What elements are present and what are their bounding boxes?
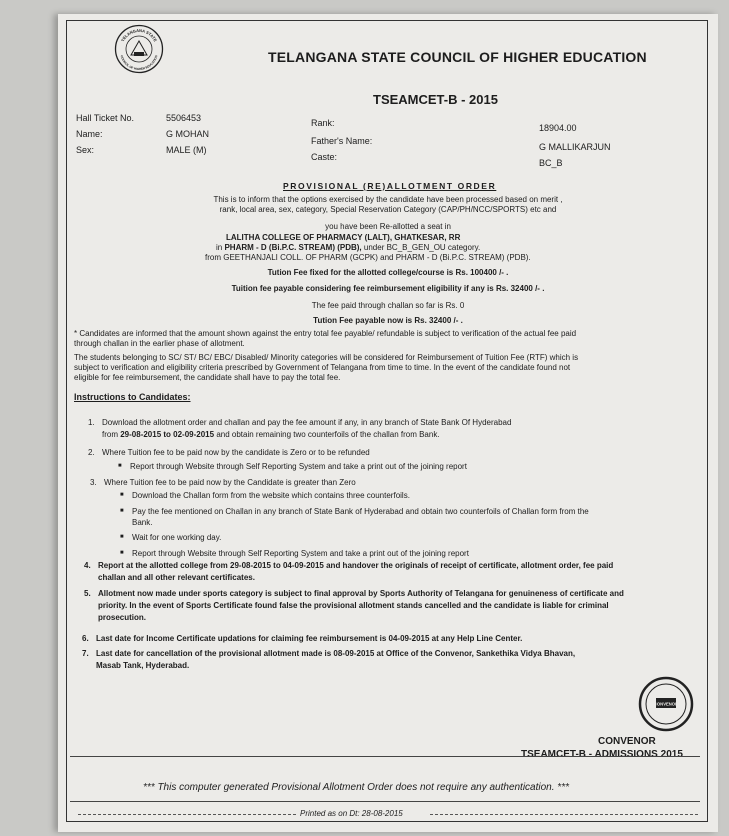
- instruction-4-line-2: challan and all other relevant certificates.: [98, 573, 255, 582]
- footer-dash-right: [430, 814, 698, 815]
- instruction-3-bullet-1: Download the Challan form from the website which contains three counterfoils.: [132, 491, 410, 500]
- footer-divider-bottom: [70, 801, 700, 802]
- convenor-seal-icon: [638, 676, 694, 732]
- council-logo-icon: [114, 24, 164, 74]
- bullet-icon: ■: [120, 534, 124, 540]
- instruction-7-line-1: Last date for cancellation of the provisional allotment made is 08-09-2015 at Office of the Convenor, Sankethika Vidya Bhavan,: [96, 649, 576, 658]
- instruction-4-number: 4.: [84, 561, 91, 570]
- allotment-order-sheet: [58, 14, 718, 832]
- fee-fixed: Tution Fee fixed for the allotted college/course is Rs. 100400 /- .: [267, 268, 509, 277]
- note-2-line-2: subject to verification and eligibility criteria prescribed by Government of Telangana from time to time. In the event of the candidate found not: [74, 363, 571, 372]
- allotted-category: under BC_B_GEN_OU category.: [363, 243, 481, 252]
- instructions-heading: Instructions to Candidates:: [74, 392, 191, 402]
- allotted-college: LALITHA COLLEGE OF PHARMACY (LALT), GHATKESAR, RR: [226, 233, 461, 242]
- instruction-2-number: 2.: [88, 448, 95, 457]
- instruction-1-dates: 29-08-2015 to 02-09-2015: [120, 430, 215, 439]
- instruction-2-text: Where Tuition fee to be paid now by the candidate is Zero or to be refunded: [102, 448, 370, 457]
- caste-value: BC_B: [539, 158, 563, 168]
- bullet-icon: ■: [120, 492, 124, 498]
- caste-label: Caste:: [311, 152, 338, 162]
- instruction-1-line-1: Download the allotment order and challan and pay the fee amount if any, in any branch of State Bank Of Hyderabad: [102, 418, 512, 427]
- father-name-label: Father's Name:: [311, 136, 373, 146]
- instruction-5-line-2: priority. In the event of Sports Certificate found false the provisional allotment stands cancelled and the candidate is liable for criminal: [98, 601, 609, 610]
- instruction-4-rest: and handover the originals of receipt of certificate, allotment order, fee paid: [326, 561, 614, 570]
- sex-label: Sex:: [76, 145, 95, 155]
- instruction-2-bullet-1: Report through Website through Self Reporting System and take a print out of the joining report: [130, 462, 467, 471]
- instruction-3-bullet-2-line-2: Bank.: [132, 518, 153, 527]
- hall-ticket-label: Hall Ticket No.: [76, 113, 135, 123]
- intro-line-1: This is to inform that the options exercised by the candidate have been processed based on merit ,: [213, 195, 563, 204]
- reallot-line: you have been Re-allotted a seat in: [325, 222, 451, 231]
- footer-dash-left: [78, 814, 296, 815]
- footer-divider-top: [70, 756, 700, 757]
- instruction-6-number: 6.: [82, 634, 89, 643]
- instruction-1-number: 1.: [88, 418, 95, 427]
- name-label: Name:: [76, 129, 103, 139]
- instruction-4-dates: 29-08-2015 to 04-09-2015: [230, 561, 324, 570]
- convenor-subtitle: TSEAMCET-B - ADMISSIONS 2015: [521, 749, 683, 760]
- hall-ticket-value: 5506453: [166, 113, 202, 123]
- instruction-3-text: Where Tuition fee to be paid now by the Candidate is greater than Zero: [104, 478, 356, 487]
- previous-allotment: from GEETHANJALI COLL. OF PHARM (GCPK) and PHARM - D (Bi.P.C. STREAM) (PDB).: [205, 253, 531, 262]
- order-title: PROVISIONAL (RE)ALLOTMENT ORDER: [283, 181, 497, 191]
- note-1-line-2: through challan in the earlier phase of allotment.: [74, 339, 245, 348]
- rank-label: Rank:: [311, 118, 335, 128]
- instruction-1-from: from: [102, 430, 118, 439]
- instruction-4-start: Report at the allotted college from: [98, 561, 228, 570]
- father-name-value: G MALLIKARJUN: [539, 142, 611, 152]
- sex-value: MALE (M): [166, 145, 207, 155]
- intro-line-2: rank, local area, sex, category, Special Reservation Category (CAP/PH/NCC/SPORTS) etc and: [219, 205, 557, 214]
- instruction-1-rest: and obtain remaining two counterfoils of the challan from Bank.: [216, 430, 440, 439]
- bullet-icon: ■: [118, 463, 122, 469]
- name-value: G MOHAN: [166, 129, 210, 139]
- authentication-note: *** This computer generated Provisional Allotment Order does not require any authentication. ***: [143, 782, 569, 793]
- instruction-3-bullet-3: Wait for one working day.: [132, 533, 222, 542]
- logo-text-top: TELANGANA STATE: [119, 27, 159, 43]
- note-2-line-1: The students belonging to SC/ ST/ BC/ EBC/ Disabled/ Minority categories will be considered for Reimbursement of Tuition Fee (RTF) which is: [74, 353, 579, 362]
- instruction-3-bullet-2-line-1: Pay the fee mentioned on Challan in any branch of State Bank of Hyderabad and obtain two counterfoils of Challan form from the: [132, 507, 589, 516]
- instruction-7-line-2: Masab Tank, Hyderabad.: [96, 661, 190, 670]
- instruction-6-text: Last date for Income Certificate updations for claiming fee reimbursement is 04-09-2015 at any Help Line Center.: [96, 634, 523, 643]
- course-prefix: in: [216, 243, 223, 252]
- instruction-5-line-1: Allotment now made under sports category is subject to final approval by Sports Authority of Telangana for genuineness of certificate and: [98, 589, 624, 598]
- fee-paid: The fee paid through challan so far is Rs. 0: [311, 301, 465, 310]
- instruction-3-number: 3.: [90, 478, 97, 487]
- logo-text-bottom: COUNCIL OF HIGHER EDUCATION: [119, 54, 159, 72]
- bullet-icon: ■: [120, 550, 124, 556]
- bullet-icon: ■: [120, 508, 124, 514]
- council-name: TELANGANA STATE COUNCIL OF HIGHER EDUCATION: [268, 49, 647, 65]
- instruction-3-bullet-4: Report through Website through Self Reporting System and take a print out of the joining report: [132, 549, 469, 558]
- instruction-7-number: 7.: [82, 649, 89, 658]
- allotted-course: PHARM - D (Bi.P.C. STREAM) (PDB),: [224, 243, 362, 252]
- exam-name: TSEAMCET-B - 2015: [373, 92, 498, 107]
- printed-date: Printed as on Dt: 28-08-2015: [300, 809, 403, 818]
- rank-value: 18904.00: [539, 123, 577, 133]
- seal-text: CONVENOR: [653, 701, 679, 707]
- instruction-5-number: 5.: [84, 589, 91, 598]
- fee-reimbursement: Tuition fee payable considering fee reimbursement eligibility if any is Rs. 32400 /- .: [231, 284, 545, 293]
- note-1-line-1: * Candidates are informed that the amount shown against the entry total fee payable/ refundable is subject to verification of the actual fee paid: [74, 329, 577, 338]
- instruction-5-line-3: prosecution.: [98, 613, 147, 622]
- note-2-line-3: eligible for fee reimbursement, the candidate shall have to pay the total fee.: [74, 373, 341, 382]
- fee-payable-now: Tution Fee payable now is Rs. 32400 /- .: [313, 316, 463, 325]
- convenor-title: CONVENOR: [598, 736, 656, 747]
